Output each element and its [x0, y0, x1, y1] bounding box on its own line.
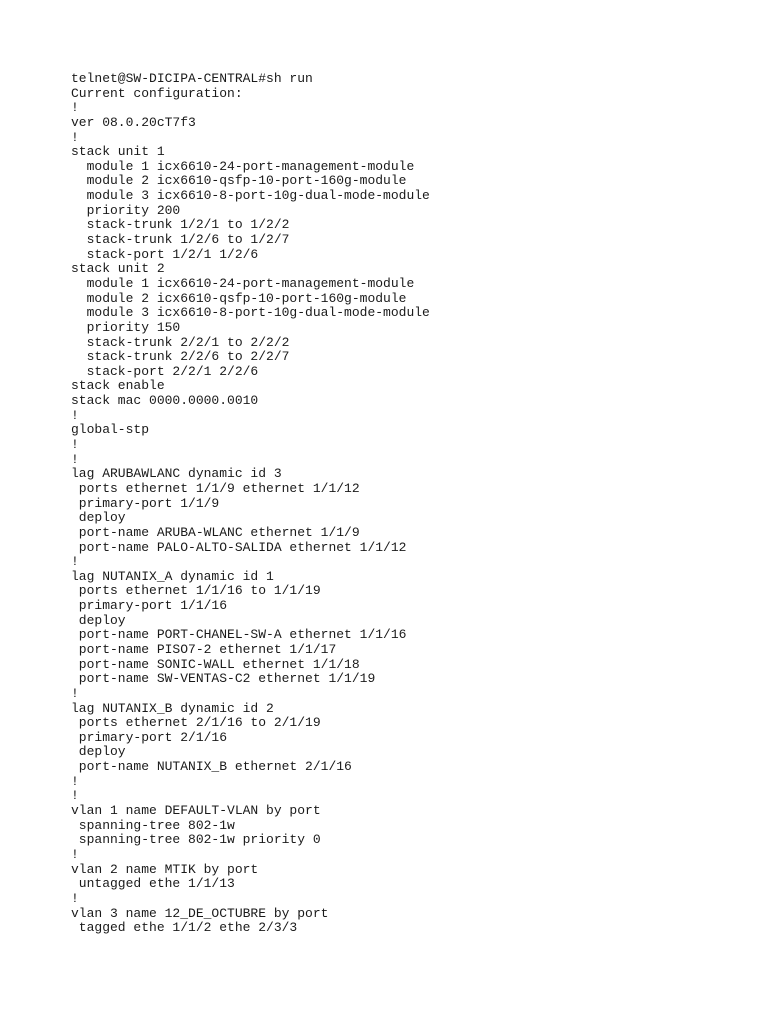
config-line: global-stp — [71, 422, 150, 438]
config-line: untagged ethe 1/1/13 — [71, 876, 235, 892]
config-line: port-name PALO-ALTO-SALIDA ethernet 1/1/12 — [71, 539, 407, 555]
config-line: deploy — [71, 612, 126, 628]
config-line: module 2 icx6610-qsfp-10-port-160g-module — [71, 173, 407, 189]
config-line: port-name PORT-CHANEL-SW-A ethernet 1/1/16 — [71, 627, 407, 643]
config-line: vlan 2 name MTIK by port — [71, 861, 259, 877]
config-line: ! — [71, 100, 79, 116]
config-line: module 1 icx6610-24-port-management-module — [71, 275, 415, 291]
config-line: port-name ARUBA-WLANC ethernet 1/1/9 — [71, 524, 360, 540]
config-line: module 3 icx6610-8-port-10g-dual-mode-module — [71, 305, 430, 321]
config-line: spanning-tree 802-1w — [71, 817, 235, 833]
config-line: telnet@SW-DICIPA-CENTRAL#sh run — [71, 71, 313, 86]
config-line: primary-port 1/1/16 — [71, 598, 228, 614]
config-line: module 2 icx6610-qsfp-10-port-160g-module — [71, 290, 407, 306]
config-line: primary-port 2/1/16 — [71, 729, 228, 745]
config-line: stack-trunk 1/2/1 to 1/2/2 — [71, 217, 290, 233]
config-line: port-name SONIC-WALL ethernet 1/1/18 — [71, 656, 360, 672]
config-line: ! — [71, 129, 79, 145]
config-listing — [71, 72, 751, 936]
config-line: spanning-tree 802-1w priority 0 — [71, 832, 321, 848]
config-line: ! — [71, 451, 79, 467]
config-line: stack-port 2/2/1 2/2/6 — [71, 363, 259, 379]
config-line: vlan 1 name DEFAULT-VLAN by port — [71, 803, 321, 819]
config-line: stack-trunk 2/2/1 to 2/2/2 — [71, 334, 290, 350]
config-line: stack-trunk 2/2/6 to 2/2/7 — [71, 349, 290, 365]
config-line: lag NUTANIX_B dynamic id 2 — [71, 700, 274, 716]
config-line: module 3 icx6610-8-port-10g-dual-mode-module — [71, 188, 430, 204]
config-line: port-name PISO7-2 ethernet 1/1/17 — [71, 641, 337, 657]
config-line: primary-port 1/1/9 — [71, 495, 220, 511]
config-line: priority 200 — [71, 202, 181, 218]
config-line: ! — [71, 685, 79, 701]
config-line: stack mac 0000.0000.0010 — [71, 393, 259, 409]
config-line: lag NUTANIX_A dynamic id 1 — [71, 568, 274, 584]
config-line: lag ARUBAWLANC dynamic id 3 — [71, 466, 282, 482]
config-line: Current configuration: — [71, 85, 243, 101]
config-line: stack-trunk 1/2/6 to 1/2/7 — [71, 232, 290, 248]
config-line: ! — [71, 890, 79, 906]
config-line: ! — [71, 773, 79, 789]
config-line: stack enable — [71, 378, 165, 394]
config-line: ! — [71, 554, 79, 570]
config-line: ! — [71, 437, 79, 453]
config-line: ver 08.0.20cT7f3 — [71, 114, 196, 130]
config-line: stack unit 1 — [71, 144, 165, 160]
config-line: ! — [71, 788, 79, 804]
config-line: ! — [71, 407, 79, 423]
config-line: stack unit 2 — [71, 261, 165, 277]
config-line: tagged ethe 1/1/2 ethe 2/3/3 — [71, 920, 298, 936]
config-line: stack-port 1/2/1 1/2/6 — [71, 246, 259, 262]
config-line: port-name NUTANIX_B ethernet 2/1/16 — [71, 759, 352, 775]
config-line: ports ethernet 2/1/16 to 2/1/19 — [71, 715, 321, 731]
config-line: priority 150 — [71, 319, 181, 335]
config-line: ports ethernet 1/1/9 ethernet 1/1/12 — [71, 480, 360, 496]
config-line: ports ethernet 1/1/16 to 1/1/19 — [71, 583, 321, 599]
config-line: deploy — [71, 744, 126, 760]
config-line: port-name SW-VENTAS-C2 ethernet 1/1/19 — [71, 671, 376, 687]
config-line: module 1 icx6610-24-port-management-module — [71, 158, 415, 174]
config-line: vlan 3 name 12_DE_OCTUBRE by port — [71, 905, 329, 921]
config-line: deploy — [71, 510, 126, 526]
config-line: ! — [71, 846, 79, 862]
